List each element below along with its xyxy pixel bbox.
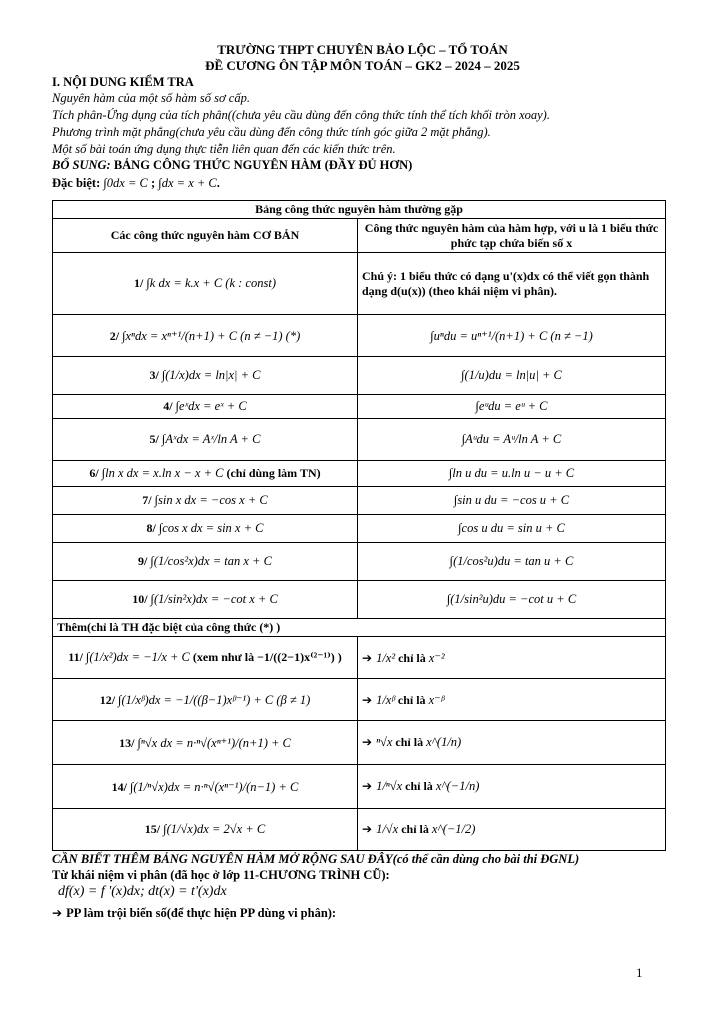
- document-title: ĐỀ CƯƠNG ÔN TẬP MÔN TOÁN – GK2 – 2024 – 2025: [205, 58, 520, 73]
- formula-note: (xem như là −1/((2−1)x⁽²⁻¹⁾) ): [192, 650, 342, 664]
- basic-formula: ∫k dx = k.x + C (k : const): [146, 276, 276, 290]
- column-header-composite: Công thức nguyên hàm của hàm hợp, với u là 1 biểu thức phức tạp chứa biến số x: [358, 219, 666, 253]
- formula-number: 4/: [163, 399, 173, 413]
- expression: 1/ⁿ√x: [376, 779, 403, 793]
- table-row: [53, 315, 666, 357]
- formula-number: 11/: [68, 650, 83, 664]
- arrow-icon: ➔: [362, 692, 373, 707]
- table-row: [53, 357, 666, 395]
- composite-formula: ∫(1/u)du = ln|u| + C: [461, 368, 562, 382]
- formula-number: 13/: [119, 735, 135, 750]
- basic-formula: ∫sin x dx = −cos x + C: [154, 493, 268, 507]
- equivalence-text: chỉ là: [397, 692, 426, 707]
- arrow-icon: ➔: [362, 822, 373, 836]
- expression: ⁿ√x: [376, 735, 393, 749]
- formula-number: 6/: [89, 466, 99, 480]
- antiderivative-table: [52, 200, 666, 851]
- column-header-basic: Các công thức nguyên hàm CƠ BẢN: [53, 219, 358, 253]
- basic-formula: ∫cos x dx = sin x + C: [158, 521, 264, 535]
- differential-intro: Từ khái niệm vi phân (đã học ở lớp 11-CHƯƠNG TRÌNH CŨ):: [52, 868, 390, 882]
- formula-number: 9/: [138, 554, 148, 568]
- content-item: Nguyên hàm của một số hàm số sơ cấp.: [52, 91, 250, 105]
- arrow-icon: ➔: [362, 779, 373, 793]
- composite-formula: ∫Aᵘdu = Aᵘ/ln A + C: [461, 432, 562, 446]
- basic-formula: ∫(1/cos²x)dx = tan x + C: [150, 554, 272, 568]
- expression: 1/√x: [376, 822, 399, 836]
- basic-formula: ∫ⁿ√x dx = n·ⁿ√(xⁿ⁺¹)/(n+1) + C: [137, 735, 291, 750]
- table-row: [53, 253, 666, 315]
- extra-heading: Thêm(chỉ là TH đặc biệt của công thức (*) ): [53, 619, 666, 637]
- table-row: [53, 543, 666, 581]
- expression: 1/x²: [376, 650, 396, 665]
- formula-note: (chỉ dùng làm TN): [226, 466, 321, 480]
- formula-number: 7/: [142, 493, 152, 507]
- basic-formula: ∫eˣdx = eˣ + C: [175, 399, 247, 413]
- equivalence-text: chỉ là: [405, 779, 433, 793]
- differential-formula: df(x) = f '(x)dx; dt(x) = t'(x)dx: [58, 884, 227, 899]
- power-form: x^(−1/n): [435, 779, 480, 793]
- school-header: TRƯỜNG THPT CHUYÊN BẢO LỘC – TỔ TOÁN: [217, 42, 508, 57]
- content-item: Một số bài toán ứng dụng thực tiễn liên quan đến các kiến thức trên.: [52, 142, 396, 156]
- extended-note: CẦN BIẾT THÊM BẢNG NGUYÊN HÀM MỞ RỘNG SAU ĐÂY(có thể cần dùng cho bài thi ĐGNL): [52, 852, 580, 866]
- formula-number: 2/: [109, 328, 120, 343]
- special-label: Đặc biệt:: [52, 176, 101, 190]
- table-row: [53, 637, 666, 679]
- table-row: [53, 487, 666, 515]
- table-row: [53, 461, 666, 487]
- basic-formula: ∫ln x dx = x.ln x − x + C: [101, 466, 224, 480]
- supplement-text: BẢNG CÔNG THỨC NGUYÊN HÀM (ĐẦY ĐỦ HƠN): [113, 158, 413, 172]
- formula-number: 8/: [146, 521, 156, 535]
- basic-formula: ∫(1/√x)dx = 2√x + C: [163, 822, 266, 836]
- page-number: 1: [636, 965, 643, 980]
- basic-formula: ∫(1/ⁿ√x)dx = n·ⁿ√(xⁿ⁻¹)/(n−1) + C: [129, 779, 299, 794]
- method-text: PP làm trội biến số(để thực hiện PP dùng vi phân):: [66, 906, 337, 920]
- table-row: [53, 809, 666, 851]
- content-item: Phương trình mặt phẳng(chưa yêu cầu dùng đến công thức tính góc giữa 2 mặt phẳng).: [52, 125, 491, 139]
- special-formula-1: ∫0dx = C: [103, 176, 148, 190]
- section-heading: I. NỘI DUNG KIỂM TRA: [52, 75, 194, 89]
- power-form: x⁻²: [428, 650, 445, 665]
- composite-formula: ∫sin u du = −cos u + C: [453, 493, 570, 507]
- basic-formula: ∫(1/x)dx = ln|x| + C: [161, 368, 261, 382]
- formula-number: 3/: [149, 368, 159, 382]
- power-form: x^(−1/2): [431, 822, 476, 836]
- equivalence-text: chỉ là: [395, 735, 424, 749]
- composite-formula: ∫cos u du = sin u + C: [458, 521, 565, 535]
- table-row: [53, 679, 666, 721]
- formula-number: 15/: [144, 822, 161, 836]
- arrow-icon: ➔: [362, 650, 373, 665]
- table-caption: Bảng công thức nguyên hàm thường gặp: [53, 201, 666, 219]
- basic-formula: ∫xⁿdx = xⁿ⁺¹/(n+1) + C (n ≠ −1) (*): [122, 328, 301, 343]
- basic-formula: ∫(1/xᵝ)dx = −1/((β−1)xᵝ⁻¹) + C (β ≠ 1): [118, 692, 311, 707]
- table-row: [53, 721, 666, 765]
- equivalence-text: chỉ là: [398, 650, 426, 665]
- special-formula-2: ∫dx = x + C: [158, 176, 217, 190]
- basic-formula: ∫Aˣdx = Aˣ/ln A + C: [161, 432, 261, 446]
- supplement-label: BỔ SUNG:: [52, 158, 111, 172]
- formula-number: 5/: [149, 432, 159, 446]
- basic-formula: ∫(1/sin²x)dx = −cot x + C: [150, 592, 278, 606]
- table-row: [53, 419, 666, 461]
- special-line: Đặc biệt: ∫0dx = C ; ∫dx = x + C.: [52, 176, 220, 190]
- formula-number: 12/: [99, 692, 116, 707]
- composite-formula: ∫uⁿdu = uⁿ⁺¹/(n+1) + C (n ≠ −1): [430, 328, 593, 343]
- formula-number: 10/: [132, 592, 148, 606]
- basic-formula: ∫(1/x²)dx = −1/x + C: [85, 650, 190, 664]
- arrow-icon: ➔: [362, 735, 373, 749]
- power-form: x⁻ᵝ: [428, 692, 445, 707]
- composite-formula: ∫(1/sin²u)du = −cot u + C: [446, 592, 577, 606]
- composite-formula: ∫eᵘdu = eᵘ + C: [475, 399, 548, 413]
- composite-formula: ∫(1/cos²u)du = tan u + C: [449, 554, 574, 568]
- composite-note: Chú ý: 1 biểu thức có dạng u'(x)dx có thể viết gọn thành dạng d(u(x)) (theo khái niệm vi phân).: [358, 253, 666, 315]
- equivalence-text: chỉ là: [401, 822, 429, 836]
- method-line: [52, 906, 672, 921]
- table-row: [53, 581, 666, 619]
- table-row: [53, 765, 666, 809]
- table-row: [53, 515, 666, 543]
- power-form: x^(1/n): [426, 735, 462, 749]
- formula-number: 14/: [111, 779, 127, 794]
- composite-formula: ∫ln u du = u.ln u − u + C: [448, 466, 575, 480]
- formula-number: 1/: [134, 276, 144, 290]
- content-item: Tích phân-Ứng dụng của tích phân((chưa yêu cầu dùng đến công thức tính thể tích khối tròn xoay).: [52, 108, 550, 122]
- table-row: [53, 395, 666, 419]
- expression: 1/xᵝ: [376, 692, 395, 707]
- arrow-icon: ➔: [52, 906, 63, 920]
- supplement-line: [52, 158, 672, 173]
